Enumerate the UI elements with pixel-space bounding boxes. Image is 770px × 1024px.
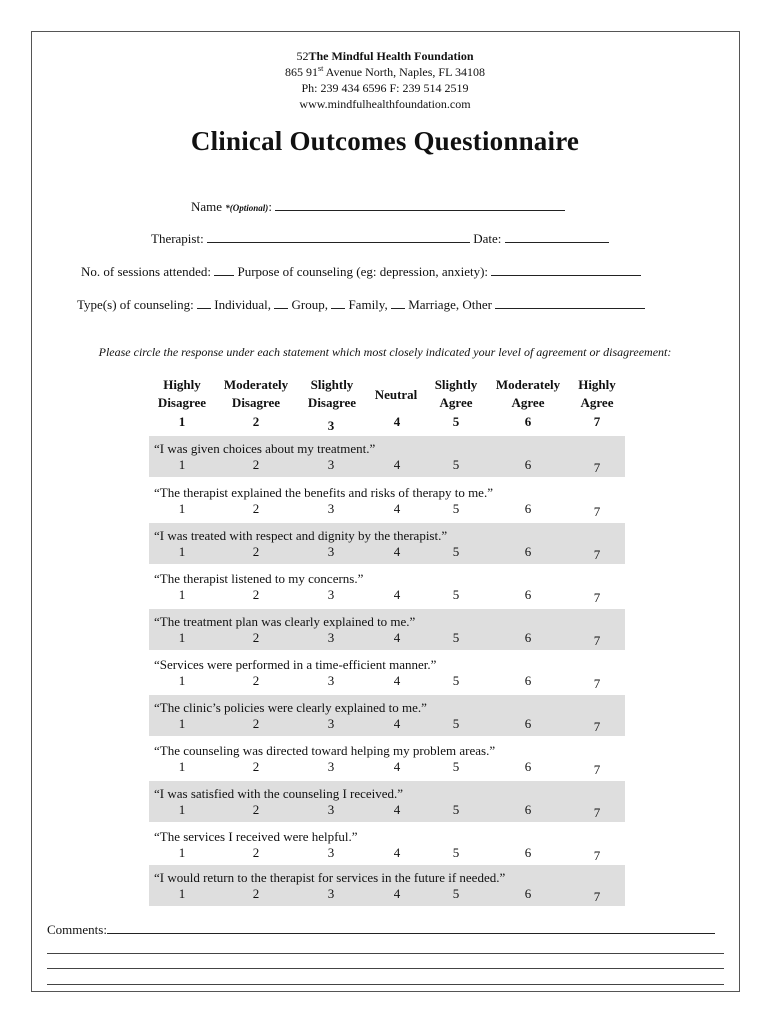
rating-option-3[interactable]: 3 bbox=[327, 501, 335, 516]
therapist-label: Therapist: bbox=[151, 231, 204, 246]
statement-row bbox=[149, 566, 625, 607]
rating-option-2[interactable]: 2 bbox=[252, 673, 260, 688]
statement-text: “The clinic’s policies were clearly explained to me.” bbox=[154, 700, 427, 715]
name-label: Name bbox=[191, 199, 223, 214]
scale-label-4: Neutral bbox=[374, 387, 418, 402]
scale-label-5 bbox=[435, 376, 478, 412]
statement-row bbox=[149, 436, 625, 477]
statement-text: “I was satisfied with the counseling I received.” bbox=[154, 786, 404, 801]
comments-field[interactable] bbox=[107, 922, 715, 934]
rating-option-4[interactable]: 4 bbox=[393, 630, 401, 645]
statement-row bbox=[149, 523, 625, 564]
rating-option-4[interactable]: 4 bbox=[393, 716, 401, 731]
rating-option-7[interactable]: 7 bbox=[593, 676, 601, 691]
rating-option-1[interactable]: 1 bbox=[178, 845, 186, 860]
scale-value-7: 7 bbox=[593, 414, 601, 429]
scale-label-6 bbox=[496, 376, 560, 412]
statement-text: “The therapist explained the benefits and risks of therapy to me.” bbox=[154, 485, 493, 500]
comments-text: Comments: bbox=[47, 922, 107, 937]
rating-option-1[interactable]: 1 bbox=[178, 501, 186, 516]
scale-label-2 bbox=[224, 376, 288, 412]
rating-option-3[interactable]: 3 bbox=[327, 457, 335, 472]
other-field[interactable] bbox=[495, 297, 645, 309]
address-part: Avenue North, Naples, FL 34108 bbox=[323, 65, 485, 79]
rating-option-6[interactable]: 6 bbox=[524, 501, 532, 516]
group-check[interactable] bbox=[274, 297, 288, 309]
rating-option-4[interactable]: 4 bbox=[393, 845, 401, 860]
scale-value-2: 2 bbox=[252, 414, 260, 429]
rating-option-1[interactable]: 1 bbox=[178, 673, 186, 688]
rating-option-5[interactable]: 5 bbox=[452, 759, 460, 774]
statement-text: “The counseling was directed toward helping my problem areas.” bbox=[154, 743, 496, 758]
rating-option-4[interactable]: 4 bbox=[393, 457, 401, 472]
statement-text: “Services were performed in a time-efficient manner.” bbox=[154, 657, 437, 672]
scale-label-7 bbox=[578, 376, 616, 412]
org-phone: Ph: 239 434 6596 F: 239 514 2519 bbox=[301, 81, 469, 95]
scale-label-line: Disagree bbox=[307, 395, 357, 410]
rating-option-2[interactable]: 2 bbox=[252, 802, 260, 817]
rating-option-5[interactable]: 5 bbox=[452, 501, 460, 516]
rating-option-1[interactable]: 1 bbox=[178, 544, 186, 559]
rating-option-4[interactable]: 4 bbox=[393, 802, 401, 817]
sessions-label: No. of sessions attended: bbox=[81, 264, 211, 279]
rating-option-3[interactable]: 3 bbox=[327, 802, 335, 817]
rating-option-1[interactable]: 1 bbox=[178, 457, 186, 472]
type-family-label: Family, bbox=[348, 297, 388, 312]
rating-option-7[interactable]: 7 bbox=[593, 590, 601, 605]
statement-row bbox=[149, 652, 625, 693]
sessions-row bbox=[81, 264, 641, 280]
statement-text: “I was treated with respect and dignity by the therapist.” bbox=[154, 528, 448, 543]
date-label: Date: bbox=[473, 231, 502, 246]
scale-label-line: Moderately bbox=[223, 377, 289, 392]
rating-option-2[interactable]: 2 bbox=[252, 587, 260, 602]
individual-check[interactable] bbox=[197, 297, 211, 309]
org-name: The Mindful Health Foundation bbox=[308, 49, 474, 63]
rating-option-5[interactable]: 5 bbox=[452, 802, 460, 817]
rating-option-6[interactable]: 6 bbox=[524, 716, 532, 731]
comments-line[interactable] bbox=[47, 968, 724, 969]
rating-option-3[interactable]: 3 bbox=[327, 886, 335, 901]
rating-option-7[interactable]: 7 bbox=[593, 805, 601, 820]
rating-option-1[interactable]: 1 bbox=[178, 587, 186, 602]
scale-label-line: Highly bbox=[578, 377, 616, 392]
scale-value-4: 4 bbox=[393, 414, 401, 429]
rating-option-6[interactable]: 6 bbox=[524, 759, 532, 774]
rating-option-1[interactable]: 1 bbox=[178, 759, 186, 774]
statement-row bbox=[149, 781, 625, 822]
scale-value-1: 1 bbox=[178, 414, 186, 429]
statement-row bbox=[149, 738, 625, 779]
purpose-field[interactable] bbox=[491, 264, 641, 276]
rating-option-5[interactable]: 5 bbox=[452, 457, 460, 472]
rating-option-5[interactable]: 5 bbox=[452, 630, 460, 645]
types-label: Type(s) of counseling: bbox=[77, 297, 194, 312]
scale-label-line: Disagree bbox=[231, 395, 281, 410]
purpose-label: Purpose of counseling (eg: depression, anxiety): bbox=[237, 264, 489, 279]
scale-label-line: Slightly bbox=[434, 377, 478, 392]
scale-label-line: Agree bbox=[439, 395, 473, 410]
rating-option-2[interactable]: 2 bbox=[252, 501, 260, 516]
therapist-field[interactable] bbox=[207, 231, 470, 243]
rating-option-4[interactable]: 4 bbox=[393, 673, 401, 688]
rating-option-7[interactable]: 7 bbox=[593, 504, 601, 519]
statement-text: “I was given choices about my treatment.” bbox=[154, 441, 376, 456]
rating-option-6[interactable]: 6 bbox=[524, 457, 532, 472]
scale-value-6: 6 bbox=[524, 414, 532, 429]
rating-option-1[interactable]: 1 bbox=[178, 716, 186, 731]
rating-option-4[interactable]: 4 bbox=[393, 587, 401, 602]
rating-option-2[interactable]: 2 bbox=[252, 630, 260, 645]
rating-option-5[interactable]: 5 bbox=[452, 845, 460, 860]
rating-option-6[interactable]: 6 bbox=[524, 544, 532, 559]
scale-label-line: Agree bbox=[511, 395, 545, 410]
types-row bbox=[77, 297, 645, 313]
family-check[interactable] bbox=[331, 297, 345, 309]
rating-option-7[interactable]: 7 bbox=[593, 762, 601, 777]
comments-label bbox=[47, 922, 715, 938]
rating-option-2[interactable]: 2 bbox=[252, 759, 260, 774]
statement-text: “The services I received were helpful.” bbox=[154, 829, 358, 844]
rating-option-3[interactable]: 3 bbox=[327, 845, 335, 860]
name-row bbox=[191, 199, 565, 215]
therapist-row bbox=[151, 231, 609, 247]
scale-label-3 bbox=[308, 376, 356, 412]
statement-text: “The therapist listened to my concerns.” bbox=[154, 571, 364, 586]
rating-option-2[interactable]: 2 bbox=[252, 845, 260, 860]
marriage-check[interactable] bbox=[391, 297, 405, 309]
scale-value-3: 3 bbox=[327, 418, 335, 433]
rating-option-5[interactable]: 5 bbox=[452, 587, 460, 602]
page-title: Clinical Outcomes Questionnaire bbox=[190, 126, 580, 156]
instructions: Please circle the response under each statement which most closely indicated your level of agreement or disagreement: bbox=[98, 345, 672, 359]
rating-option-3[interactable]: 3 bbox=[327, 759, 335, 774]
scale-label-line: Highly bbox=[163, 377, 201, 392]
type-marriage-label: Marriage, Other bbox=[408, 297, 492, 312]
name-colon: : bbox=[268, 199, 272, 214]
rating-option-7[interactable]: 7 bbox=[593, 460, 601, 475]
rating-option-7[interactable]: 7 bbox=[593, 547, 601, 562]
org-website: www.mindfulhealthfoundation.com bbox=[299, 97, 471, 111]
scale-label-line: Disagree bbox=[157, 395, 207, 410]
address-part: 865 91 bbox=[285, 65, 318, 79]
rating-option-7[interactable]: 7 bbox=[593, 719, 601, 734]
statement-row bbox=[149, 609, 625, 650]
rating-option-7[interactable]: 7 bbox=[593, 633, 601, 648]
rating-option-1[interactable]: 1 bbox=[178, 630, 186, 645]
rating-option-3[interactable]: 3 bbox=[327, 716, 335, 731]
rating-option-4[interactable]: 4 bbox=[393, 886, 401, 901]
rating-option-4[interactable]: 4 bbox=[393, 544, 401, 559]
rating-option-5[interactable]: 5 bbox=[452, 673, 460, 688]
rating-option-6[interactable]: 6 bbox=[524, 630, 532, 645]
rating-option-3[interactable]: 3 bbox=[327, 587, 335, 602]
address-suffix: st bbox=[318, 64, 324, 73]
statement-text: “The treatment plan was clearly explained to me.” bbox=[154, 614, 416, 629]
rating-option-7[interactable]: 7 bbox=[593, 848, 601, 863]
scale-label-line: Moderately bbox=[495, 377, 561, 392]
comments-line[interactable] bbox=[47, 953, 724, 954]
org-line bbox=[0, 49, 770, 64]
name-field[interactable] bbox=[275, 199, 565, 211]
rating-option-5[interactable]: 5 bbox=[452, 716, 460, 731]
statement-row bbox=[149, 695, 625, 736]
type-group-label: Group, bbox=[291, 297, 328, 312]
type-individual-label: Individual, bbox=[214, 297, 271, 312]
sessions-field[interactable] bbox=[214, 264, 234, 276]
statement-row bbox=[149, 480, 625, 521]
rating-option-6[interactable]: 6 bbox=[524, 802, 532, 817]
rating-option-3[interactable]: 3 bbox=[327, 630, 335, 645]
rating-option-4[interactable]: 4 bbox=[393, 759, 401, 774]
statement-text: “I would return to the therapist for services in the future if needed.” bbox=[154, 870, 506, 885]
scale-label-line: Slightly bbox=[310, 377, 354, 392]
rating-option-5[interactable]: 5 bbox=[452, 544, 460, 559]
rating-option-6[interactable]: 6 bbox=[524, 587, 532, 602]
comments-line[interactable] bbox=[47, 984, 724, 985]
rating-option-6[interactable]: 6 bbox=[524, 886, 532, 901]
rating-option-2[interactable]: 2 bbox=[252, 544, 260, 559]
org-prefix: 52 bbox=[296, 49, 309, 63]
scale-label-1 bbox=[158, 376, 206, 412]
date-field[interactable] bbox=[505, 231, 609, 243]
rating-option-2[interactable]: 2 bbox=[252, 716, 260, 731]
rating-option-3[interactable]: 3 bbox=[327, 673, 335, 688]
rating-option-2[interactable]: 2 bbox=[252, 457, 260, 472]
scale-label-line: Agree bbox=[580, 395, 614, 410]
rating-option-3[interactable]: 3 bbox=[327, 544, 335, 559]
rating-option-2[interactable]: 2 bbox=[252, 886, 260, 901]
rating-option-4[interactable]: 4 bbox=[393, 501, 401, 516]
scale-value-5: 5 bbox=[452, 414, 460, 429]
rating-option-6[interactable]: 6 bbox=[524, 673, 532, 688]
org-address bbox=[0, 65, 770, 80]
rating-option-7[interactable]: 7 bbox=[593, 889, 601, 904]
optional-note: *(Optional) bbox=[225, 203, 269, 213]
rating-option-5[interactable]: 5 bbox=[452, 886, 460, 901]
rating-option-1[interactable]: 1 bbox=[178, 802, 186, 817]
statement-row bbox=[149, 865, 625, 906]
rating-option-1[interactable]: 1 bbox=[178, 886, 186, 901]
statement-row bbox=[149, 824, 625, 865]
rating-option-6[interactable]: 6 bbox=[524, 845, 532, 860]
